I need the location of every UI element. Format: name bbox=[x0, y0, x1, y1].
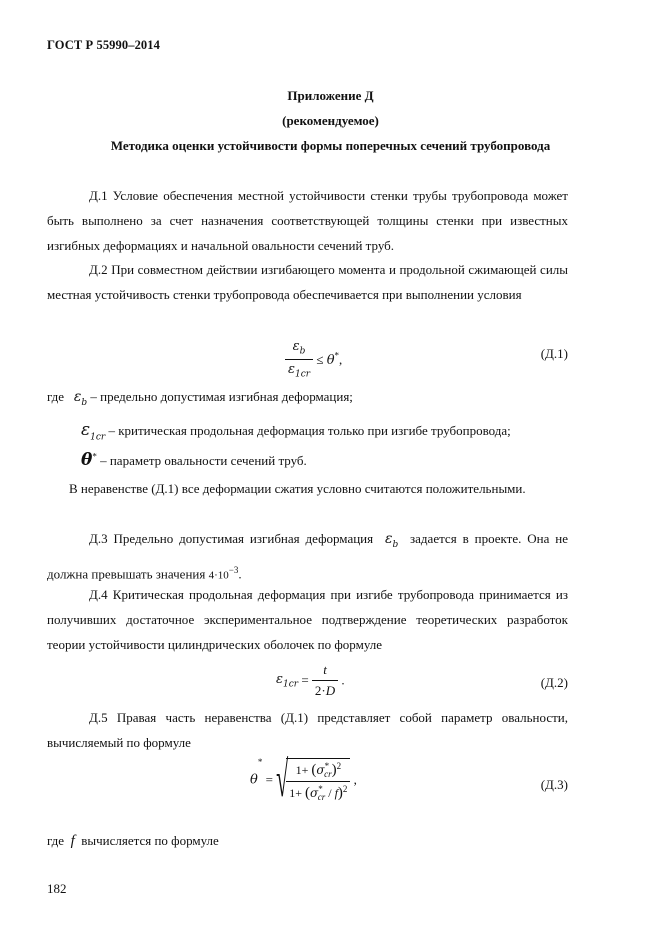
paragraph-d4: Д.4 Критическая продольная деформация при изгибе трубопровода принимается из получивших достаточное экспериментальное подтверждение теоретических разработок теории устойчивости цилиндрических оболочек по формуле bbox=[47, 587, 568, 652]
appendix-status: (рекомендуемое) bbox=[282, 113, 379, 128]
where-f-lead: где bbox=[47, 833, 65, 848]
where-lead: где bbox=[47, 389, 65, 404]
document-header: ГОСТ Р 55990–2014 bbox=[47, 38, 160, 52]
paragraph-inequality-note: В неравенстве (Д.1) все деформации сжатия условно считаются положительными. bbox=[69, 481, 526, 496]
where-eps-b: где $\varepsilon_b$ – предельно допустимая изгибная деформация; bbox=[47, 389, 353, 408]
limit-value: 4·10 bbox=[208, 568, 229, 581]
paragraph-d3-part-a: Д.3 Предельно допустимая изгибная деформация bbox=[89, 531, 374, 546]
paragraph-d2: Д.2 При совместном действии изгибающего момента и продольной сжимающей силы местная устойчивость стенки трубопровода обеспечивается при выполнении условия bbox=[47, 262, 568, 302]
page-number: 182 bbox=[47, 881, 67, 896]
where-theta: θ* – параметр овальности сечений труб. bbox=[81, 450, 307, 470]
where-f: где f вычисляется по формуле bbox=[47, 833, 219, 849]
fraction-d3: $\frac{1+ (\sigma^*_{cr})^2}{1+ (\sigma^*_{cr} / f)^2}$ bbox=[286, 761, 350, 803]
paragraph-d3-part-b: задается в проекте. Она не должна превышать значения bbox=[47, 531, 569, 581]
where-f-text: вычисляется по формуле bbox=[81, 833, 219, 848]
equation-d2: $\varepsilon_{1cr}$ = $\frac{t}{2\cdot D}$ . bbox=[276, 662, 345, 698]
where-theta-text: – параметр овальности сечений труб. bbox=[100, 453, 307, 468]
equation-d3-label: (Д.3) bbox=[540, 777, 568, 792]
fraction-d1: $\frac{\varepsilon_b}{\varepsilon_{1cr}}$ bbox=[285, 339, 313, 379]
fraction-d2: $\frac{t}{2\cdot D}$ bbox=[312, 662, 338, 699]
paragraph-d5: Д.5 Правая часть неравенства (Д.1) представляет собой параметр овальности, вычисляемый по формуле bbox=[47, 710, 568, 750]
equation-d3: θ* = √ $\frac{1+ (\sigma^*_{cr})^2}{1+ (\sigma^*_{cr} / f)^2}$ , bbox=[250, 750, 357, 808]
paragraph-d3: Д.3 Предельно допустимая изгибная деформация $\varepsilon_b$ задается в проекте. Она не должна превышать значения $4\cdot 10^{-3}$. bbox=[47, 531, 569, 581]
appendix-title: Приложение Д bbox=[287, 88, 374, 103]
equation-d1-label: (Д.1) bbox=[540, 346, 568, 361]
limit-exponent: −3 bbox=[228, 564, 239, 575]
appendix-heading: Методика оценки устойчивости формы поперечных сечений трубопровода bbox=[110, 138, 551, 153]
where-eps-1cr: $\varepsilon_{1cr}$ – критическая продольная деформация только при изгибе трубопровода; bbox=[81, 420, 511, 443]
where-eps-b-text: – предельно допустимая изгибная деформация; bbox=[90, 389, 353, 404]
equation-d1: $\frac{\varepsilon_b}{\varepsilon_{1cr}}$ ≤ θ*, bbox=[285, 339, 342, 379]
where-eps-1cr-text: – критическая продольная деформация только при изгибе трубопровода; bbox=[108, 423, 511, 438]
paragraph-d1: Д.1 Условие обеспечения местной устойчивости стенки трубы трубопровода может быть выполнено за счет назначения соответствующей толщины стенки при известных изгибных деформациях и начальной овальности сечений труб. bbox=[47, 188, 568, 253]
equation-d2-label: (Д.2) bbox=[540, 675, 568, 690]
